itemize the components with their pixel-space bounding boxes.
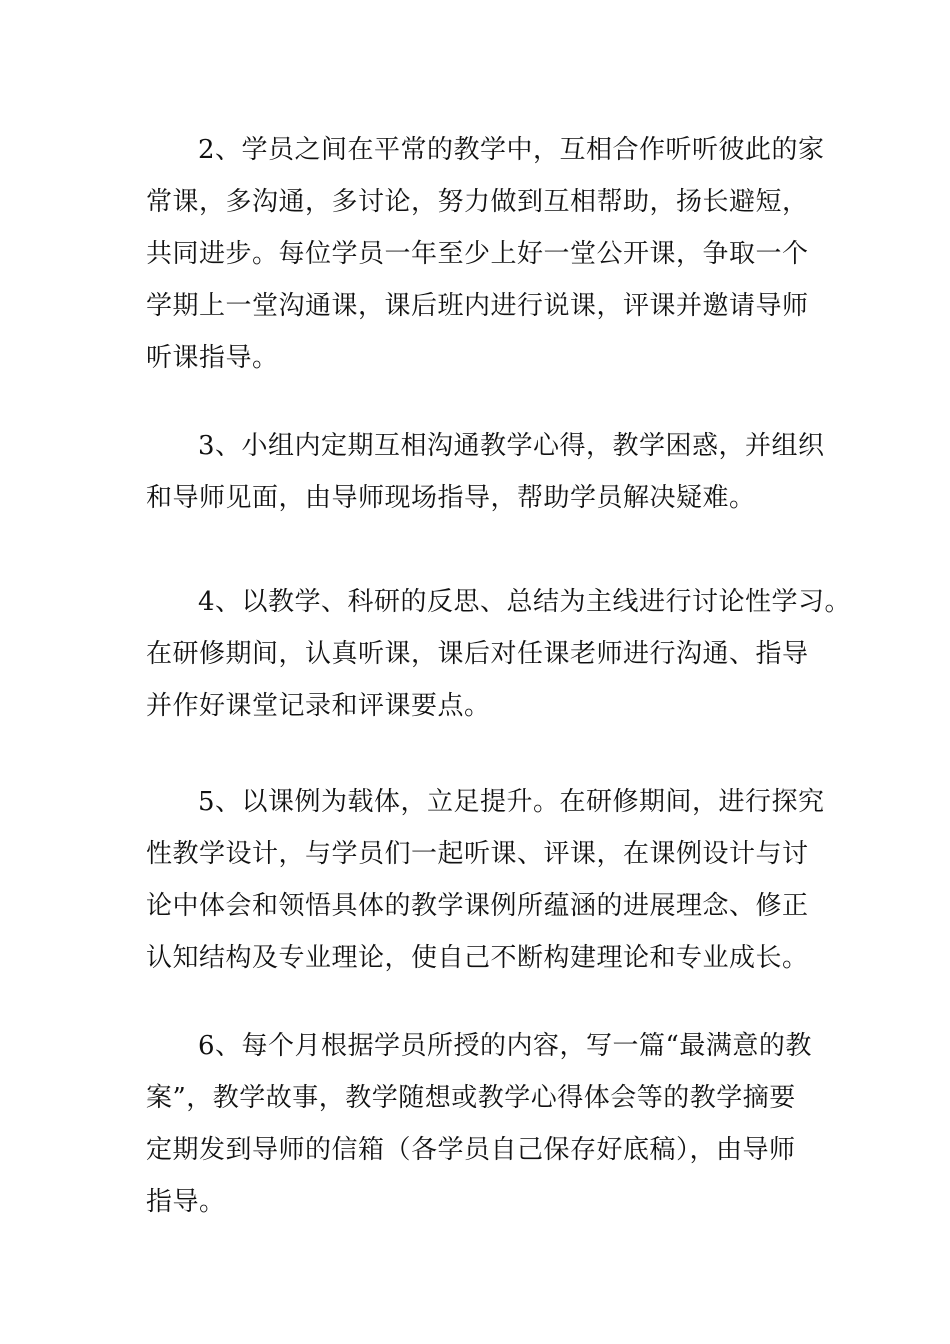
paragraph-line: 共同进步。每位学员一年至少上好一堂公开课，争取一个	[146, 239, 809, 269]
paragraph-line: 并作好课堂记录和评课要点。	[146, 691, 491, 721]
paragraph-line: 和导师见面，由导师现场指导，帮助学员解决疑难。	[146, 483, 756, 513]
paragraph-line: 2、学员之间在平常的教学中，互相合作听听彼此的家	[198, 135, 825, 165]
paragraph-line: 常课，多沟通，多讨论，努力做到互相帮助，扬长避短，	[146, 187, 809, 217]
paragraph-line: 3、小组内定期互相沟通教学心得，教学困惑，并组织	[198, 431, 825, 461]
paragraph-line: 性教学设计，与学员们一起听课、评课，在课例设计与讨	[146, 839, 809, 869]
paragraph-line: 认知结构及专业理论，使自己不断构建理论和专业成长。	[146, 943, 809, 973]
paragraph-item-4	[146, 576, 852, 732]
paragraph-line: 6、每个月根据学员所授的内容，写一篇“最满意的教	[198, 1031, 812, 1061]
paragraph-item-5	[146, 776, 825, 984]
paragraph-line: 听课指导。	[146, 343, 279, 373]
paragraph-line: 指导。	[146, 1187, 226, 1217]
paragraph-line: 在研修期间，认真听课，课后对任课老师进行沟通、指导	[146, 639, 809, 669]
paragraph-item-6	[146, 1020, 811, 1228]
paragraph-line: 案”，教学故事，教学随想或教学心得体会等的教学摘要	[146, 1083, 796, 1113]
paragraph-line: 学期上一堂沟通课，课后班内进行说课，评课并邀请导师	[146, 291, 809, 321]
paragraph-line: 4、以教学、科研的反思、总结为主线进行讨论性学习。	[198, 587, 852, 617]
paragraph-line: 5、以课例为载体，立足提升。在研修期间，进行探究	[198, 787, 825, 817]
paragraph-line: 定期发到导师的信箱（各学员自己保存好底稿），由导师	[146, 1135, 796, 1165]
paragraph-item-2	[146, 124, 825, 384]
paragraph-line: 论中体会和领悟具体的教学课例所蕴涵的进展理念、修正	[146, 891, 809, 921]
paragraph-item-3	[146, 420, 825, 524]
